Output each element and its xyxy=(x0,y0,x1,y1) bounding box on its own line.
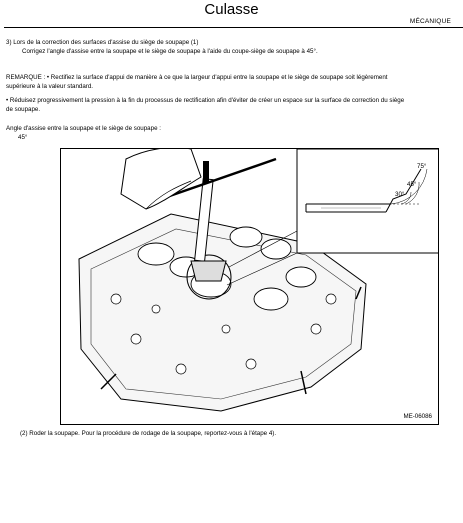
angle-value: 45° xyxy=(18,134,28,141)
remark-line-1: REMARQUE : • Rectifiez la surface d'appui de manière à ce que la largeur d'appui entre la soupape et le siège de soupape soit légèrement xyxy=(6,74,388,81)
step-3-heading: 3) Lors de la correction des surfaces d'assise du siège de soupape (1) xyxy=(6,39,199,46)
page-title: Culasse xyxy=(204,1,259,18)
figure-id: ME-06086 xyxy=(403,413,432,420)
remark-line-2: supérieure à la valeur standard. xyxy=(6,83,94,90)
step-3-detail: Corrigez l'angle d'assise entre la soupape et le siège de soupape à l'aide du coupe-siège de soupape à 45°. xyxy=(22,48,318,55)
cylinder-head-figure xyxy=(60,148,439,425)
angle-30-label: 30° xyxy=(395,191,405,198)
remark-2-line-1: • Réduisez progressivement la pression à la fin du processus de rectification afin d'éviter de créer un espace sur la surface de correction du siège xyxy=(6,97,405,104)
angle-label: Angle d'assise entre la soupape et le siège de soupape : xyxy=(6,125,161,132)
cylinder-head-illustration xyxy=(61,149,439,425)
step-2-text: (2) Roder la soupape. Pour la procédure de rodage de la soupape, reportez-vous à l'étape 4). xyxy=(20,430,277,437)
angle-45-label: 45° xyxy=(407,181,417,188)
header-divider xyxy=(4,27,463,28)
angle-75-label: 75° xyxy=(417,163,427,170)
section-label: MÉCANIQUE xyxy=(409,18,451,25)
remark-2-line-2: de soupape. xyxy=(6,106,41,113)
